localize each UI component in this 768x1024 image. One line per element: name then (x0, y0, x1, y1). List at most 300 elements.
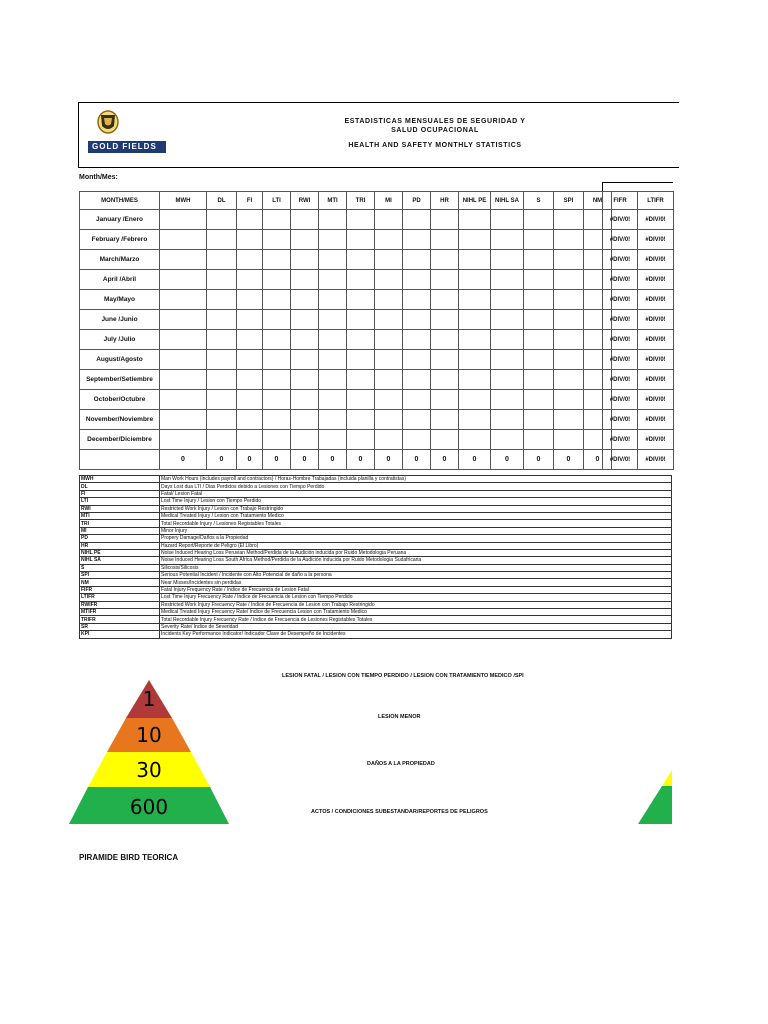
data-cell[interactable] (319, 210, 347, 230)
legend-description: Man Work Hours (includes payroll and contractors) / Horas-Hombre Trabajadas (incluida planilla y contratistas) (160, 476, 672, 483)
data-cell[interactable] (524, 390, 554, 410)
pyramid-title: PIRAMIDE BIRD TEORICA (79, 853, 179, 862)
data-cell[interactable] (347, 390, 375, 410)
data-cell[interactable] (491, 350, 524, 370)
data-cell[interactable] (459, 350, 491, 370)
data-cell[interactable] (263, 210, 291, 230)
data-cell[interactable] (491, 250, 524, 270)
data-cell[interactable] (207, 350, 237, 370)
data-cell[interactable] (375, 290, 403, 310)
rate-cell: #DIV/0! (638, 270, 674, 290)
table-row (80, 330, 612, 350)
data-cell[interactable] (459, 330, 491, 350)
data-cell[interactable] (524, 330, 554, 350)
data-cell[interactable] (347, 330, 375, 350)
legend-code: MTI (80, 512, 160, 519)
legend-description: Medical Treated Injury Frecuency Rate/ Indice de Frecuencia Lesion con Tratamiento Medico (160, 609, 672, 616)
data-cell[interactable] (160, 430, 207, 450)
legend-code: LTIFR (80, 594, 160, 601)
legend-row (80, 542, 672, 549)
rate-cell: #DIV/0! (638, 250, 674, 270)
rate-column-header: FIFR (603, 192, 638, 210)
data-cell[interactable] (291, 330, 319, 350)
data-cell[interactable] (431, 310, 459, 330)
table-row (80, 290, 612, 310)
total-cell: 0 (403, 450, 431, 470)
legend-description: Noise Induced Hearing Loss Peruvian Method/Perdida de la Audición inducida por Ruido Metodologia Peruana (160, 549, 672, 556)
data-cell[interactable] (491, 370, 524, 390)
data-cell[interactable] (403, 330, 431, 350)
data-cell[interactable] (319, 430, 347, 450)
legend-row (80, 623, 672, 630)
data-cell[interactable] (403, 290, 431, 310)
data-cell[interactable] (319, 350, 347, 370)
rate-row (603, 390, 674, 410)
data-cell[interactable] (524, 310, 554, 330)
data-cell[interactable] (237, 430, 263, 450)
rate-row (603, 370, 674, 390)
data-cell[interactable] (375, 370, 403, 390)
data-cell[interactable] (431, 430, 459, 450)
data-cell[interactable] (375, 310, 403, 330)
data-cell[interactable] (491, 330, 524, 350)
data-cell[interactable] (237, 390, 263, 410)
column-header: S (524, 192, 554, 210)
data-cell[interactable] (403, 230, 431, 250)
data-cell[interactable] (207, 310, 237, 330)
legend-code: SPI (80, 572, 160, 579)
pyramid-value-2: 10 (136, 723, 162, 747)
data-cell[interactable] (347, 210, 375, 230)
data-cell[interactable] (347, 310, 375, 330)
legend-description: Serious Potential Incident / Incidente con Alto Potencial de daño a la persona (160, 572, 672, 579)
rate-cell: #DIV/0! (638, 450, 674, 470)
legend-code: KPI (80, 631, 160, 638)
rate-cell: #DIV/0! (603, 370, 638, 390)
rates-header-row (603, 192, 674, 210)
data-cell[interactable] (319, 330, 347, 350)
data-cell[interactable] (160, 270, 207, 290)
data-cell[interactable] (160, 350, 207, 370)
data-cell[interactable] (291, 370, 319, 390)
data-cell[interactable] (554, 210, 584, 230)
data-cell[interactable] (459, 310, 491, 330)
rate-row (603, 350, 674, 370)
column-header: TRI (347, 192, 375, 210)
data-cell[interactable] (263, 390, 291, 410)
data-cell[interactable] (524, 370, 554, 390)
data-cell[interactable] (524, 410, 554, 430)
legend-code: NM (80, 579, 160, 586)
legend-description: Days Lost dua LTI / Dias Perdidos debido a Lesiones con Tiempo Perdido (160, 483, 672, 490)
month-cell: September/Setiembre (80, 370, 160, 390)
data-cell[interactable] (319, 390, 347, 410)
data-cell[interactable] (403, 350, 431, 370)
data-cell[interactable] (207, 330, 237, 350)
rate-cell: #DIV/0! (638, 410, 674, 430)
data-cell[interactable] (160, 230, 207, 250)
data-cell[interactable] (375, 410, 403, 430)
table-header-row (80, 192, 612, 210)
month-cell: November/Noviembre (80, 410, 160, 430)
legend-description: Severity Rate/ Indice de Severidad (160, 623, 672, 630)
gold-fields-logo (86, 108, 170, 158)
data-cell[interactable] (554, 270, 584, 290)
data-cell[interactable] (237, 370, 263, 390)
rate-cell: #DIV/0! (638, 310, 674, 330)
table-row (80, 210, 612, 230)
rate-row (603, 410, 674, 430)
data-cell[interactable] (375, 270, 403, 290)
pyramid-value-3: 30 (136, 758, 162, 782)
data-cell[interactable] (554, 410, 584, 430)
data-cell[interactable] (347, 350, 375, 370)
data-cell[interactable] (459, 250, 491, 270)
data-cell[interactable] (403, 370, 431, 390)
data-cell[interactable] (554, 230, 584, 250)
column-header: NM (584, 192, 612, 210)
legend-code: TRIFR (80, 616, 160, 623)
data-cell[interactable] (459, 370, 491, 390)
rate-cell: #DIV/0! (603, 410, 638, 430)
legend-code: RWI (80, 505, 160, 512)
data-cell[interactable] (347, 270, 375, 290)
pyramid-label-1: LESION FATAL / LESION CON TIEMPO PERDIDO / LESION CON TRATAMIENTO MEDICO /SPI (282, 673, 524, 679)
rate-cell: #DIV/0! (638, 290, 674, 310)
data-cell[interactable] (263, 330, 291, 350)
data-cell[interactable] (491, 210, 524, 230)
data-cell[interactable] (263, 270, 291, 290)
data-cell[interactable] (403, 390, 431, 410)
legend-code: TRI (80, 520, 160, 527)
data-cell[interactable] (375, 230, 403, 250)
legend-code: HR (80, 542, 160, 549)
rate-row (603, 330, 674, 350)
table-row (80, 250, 612, 270)
month-cell: April /Abril (80, 270, 160, 290)
data-cell[interactable] (459, 410, 491, 430)
legend-row (80, 564, 672, 571)
data-cell[interactable] (263, 430, 291, 450)
legend-code: PD (80, 535, 160, 542)
data-cell[interactable] (524, 430, 554, 450)
data-cell[interactable] (291, 430, 319, 450)
data-cell[interactable] (160, 410, 207, 430)
data-cell[interactable] (431, 230, 459, 250)
data-cell[interactable] (347, 230, 375, 250)
total-cell: 0 (319, 450, 347, 470)
data-cell[interactable] (524, 210, 554, 230)
legend-code: MWH (80, 476, 160, 483)
data-cell[interactable] (347, 290, 375, 310)
statistics-table (79, 191, 612, 470)
legend-description: Near Misses/Incidentes sin perdidas (160, 579, 672, 586)
pyramid-label-3: DAÑOS A LA PROPIEDAD (367, 761, 435, 767)
data-cell[interactable] (491, 410, 524, 430)
rate-cell: #DIV/0! (638, 390, 674, 410)
data-cell[interactable] (263, 250, 291, 270)
rate-cell: #DIV/0! (603, 210, 638, 230)
rate-cell: #DIV/0! (638, 230, 674, 250)
rate-cell: #DIV/0! (603, 390, 638, 410)
table-row (80, 230, 612, 250)
data-cell[interactable] (431, 250, 459, 270)
data-cell[interactable] (291, 390, 319, 410)
partial-pyramid (638, 770, 672, 826)
rate-cell: #DIV/0! (603, 270, 638, 290)
column-header: MI (375, 192, 403, 210)
data-cell[interactable] (375, 390, 403, 410)
data-cell[interactable] (459, 390, 491, 410)
report-title-line2: SALUD OCUPACIONAL (391, 127, 479, 134)
data-cell[interactable] (237, 210, 263, 230)
legend-row (80, 498, 672, 505)
data-cell[interactable] (431, 330, 459, 350)
rate-row (603, 230, 674, 250)
legend-code: RWIFR (80, 601, 160, 608)
data-cell[interactable] (431, 410, 459, 430)
data-cell[interactable] (319, 250, 347, 270)
legend-row (80, 520, 672, 527)
data-cell[interactable] (160, 250, 207, 270)
data-cell[interactable] (554, 290, 584, 310)
data-cell[interactable] (160, 310, 207, 330)
legend-description: Total Recordable Injury Frecuency Rate / Indice de Frecuencia de Lesiones Registables Totales (160, 616, 672, 623)
data-cell[interactable] (237, 230, 263, 250)
data-cell[interactable] (524, 250, 554, 270)
data-cell[interactable] (524, 270, 554, 290)
data-cell[interactable] (263, 370, 291, 390)
legend-row (80, 586, 672, 593)
data-cell[interactable] (207, 250, 237, 270)
data-cell[interactable] (207, 270, 237, 290)
legend-description: Fatal/ Lesion Fatal (160, 490, 672, 497)
data-cell[interactable] (375, 210, 403, 230)
data-cell[interactable] (431, 370, 459, 390)
legend-row (80, 572, 672, 579)
logo-text: GOLD FIELDS (92, 142, 157, 151)
total-cell: 0 (491, 450, 524, 470)
data-cell[interactable] (524, 290, 554, 310)
legend-row (80, 483, 672, 490)
data-cell[interactable] (207, 430, 237, 450)
legend-row (80, 609, 672, 616)
total-cell: 0 (431, 450, 459, 470)
data-cell[interactable] (459, 210, 491, 230)
data-cell[interactable] (459, 290, 491, 310)
legend-code: S (80, 564, 160, 571)
data-cell[interactable] (403, 210, 431, 230)
pyramid-value-1: 1 (142, 687, 156, 711)
data-cell[interactable] (403, 430, 431, 450)
rate-cell: #DIV/0! (603, 310, 638, 330)
data-cell[interactable] (459, 430, 491, 450)
data-cell[interactable] (237, 290, 263, 310)
total-cell: 0 (554, 450, 584, 470)
data-cell[interactable] (291, 310, 319, 330)
data-cell[interactable] (160, 290, 207, 310)
data-cell[interactable] (554, 330, 584, 350)
data-cell[interactable] (237, 270, 263, 290)
legend-description: Total Recordable Injury / Lesiones Registables Totales (160, 520, 672, 527)
data-cell[interactable] (375, 430, 403, 450)
data-cell[interactable] (554, 350, 584, 370)
data-cell[interactable] (207, 290, 237, 310)
legend-row (80, 490, 672, 497)
pyramid-label-4: ACTOS / CONDICIONES SUBESTANDAR/REPORTES DE PELIGROS (311, 809, 488, 815)
data-cell[interactable] (524, 350, 554, 370)
data-cell[interactable] (431, 210, 459, 230)
month-cell: February /Febrero (80, 230, 160, 250)
data-cell[interactable] (491, 290, 524, 310)
legend-row (80, 616, 672, 623)
data-cell[interactable] (207, 370, 237, 390)
legend-code: FI (80, 490, 160, 497)
bird-pyramid (68, 680, 230, 826)
data-cell[interactable] (319, 270, 347, 290)
legend-code: LTI (80, 498, 160, 505)
data-cell[interactable] (554, 430, 584, 450)
rate-row (603, 250, 674, 270)
data-cell[interactable] (491, 230, 524, 250)
data-cell[interactable] (319, 370, 347, 390)
legend-description: Hazard Report/Reporte de Peligro (El Libro) (160, 542, 672, 549)
legend-table (79, 475, 672, 639)
column-header: LTI (263, 192, 291, 210)
data-cell[interactable] (291, 410, 319, 430)
data-cell[interactable] (375, 330, 403, 350)
data-cell[interactable] (347, 430, 375, 450)
month-cell: May/Mayo (80, 290, 160, 310)
legend-description: Restricted Work Injury Frecuency Rate / Indice de Frecuencia de Lesion con Trabajo Restringido (160, 601, 672, 608)
legend-row (80, 476, 672, 483)
data-cell[interactable] (403, 250, 431, 270)
total-cell: 0 (237, 450, 263, 470)
data-cell[interactable] (160, 330, 207, 350)
data-cell[interactable] (554, 390, 584, 410)
data-cell[interactable] (291, 210, 319, 230)
data-cell[interactable] (263, 310, 291, 330)
data-cell[interactable] (347, 410, 375, 430)
legend-row (80, 512, 672, 519)
data-cell[interactable] (403, 410, 431, 430)
data-cell[interactable] (207, 410, 237, 430)
column-header: HR (431, 192, 459, 210)
data-cell[interactable] (237, 350, 263, 370)
total-cell: 0 (263, 450, 291, 470)
legend-row (80, 631, 672, 638)
legend-description: Lost Time Injury Frecuency Rate / Indice de Frecuencia de Lesion con Tiempo Perdido (160, 594, 672, 601)
legend-description: Fatal Injury Frequency Rate / Indice de Frecuencia de Lesion Fatal (160, 586, 672, 593)
data-cell[interactable] (291, 250, 319, 270)
month-cell: December/Diciembre (80, 430, 160, 450)
data-cell[interactable] (319, 310, 347, 330)
rate-row (603, 450, 674, 470)
total-cell: 0 (459, 450, 491, 470)
data-cell[interactable] (291, 270, 319, 290)
data-cell[interactable] (237, 250, 263, 270)
column-header: SPI (554, 192, 584, 210)
month-cell: January /Enero (80, 210, 160, 230)
pyramid-value-4: 600 (129, 795, 169, 819)
column-header: NIHL SA (491, 192, 524, 210)
data-cell[interactable] (319, 230, 347, 250)
legend-row (80, 594, 672, 601)
rate-cell: #DIV/0! (638, 370, 674, 390)
total-cell: 0 (584, 450, 612, 470)
data-cell[interactable] (403, 270, 431, 290)
data-cell[interactable] (459, 270, 491, 290)
data-cell[interactable] (207, 390, 237, 410)
data-cell[interactable] (491, 390, 524, 410)
rate-row (603, 270, 674, 290)
rate-cell: #DIV/0! (603, 430, 638, 450)
legend-code: NIHL PE (80, 549, 160, 556)
data-cell[interactable] (263, 350, 291, 370)
column-header: FI (237, 192, 263, 210)
data-cell[interactable] (207, 230, 237, 250)
data-cell[interactable] (160, 210, 207, 230)
data-cell[interactable] (347, 370, 375, 390)
data-cell[interactable] (263, 410, 291, 430)
rates-table (602, 191, 674, 470)
data-cell[interactable] (237, 410, 263, 430)
data-cell[interactable] (554, 250, 584, 270)
data-cell[interactable] (291, 290, 319, 310)
data-cell[interactable] (459, 230, 491, 250)
data-cell[interactable] (375, 250, 403, 270)
data-cell[interactable] (291, 350, 319, 370)
table-row (80, 370, 612, 390)
column-header: MONTH/MES (80, 192, 160, 210)
month-cell: August/Agosto (80, 350, 160, 370)
data-cell[interactable] (524, 230, 554, 250)
report-subtitle: HEALTH AND SAFETY MONTHLY STATISTICS (348, 142, 522, 149)
data-cell[interactable] (431, 350, 459, 370)
rate-row (603, 210, 674, 230)
legend-description: Minor Injury (160, 527, 672, 534)
data-cell[interactable] (491, 270, 524, 290)
data-cell[interactable] (375, 350, 403, 370)
data-cell[interactable] (237, 330, 263, 350)
data-cell[interactable] (431, 290, 459, 310)
data-cell[interactable] (491, 430, 524, 450)
data-cell[interactable] (554, 370, 584, 390)
data-cell[interactable] (554, 310, 584, 330)
rate-row (603, 290, 674, 310)
data-cell[interactable] (237, 310, 263, 330)
pyramid-label-2: LESION MENOR (378, 714, 421, 720)
rate-cell: #DIV/0! (603, 450, 638, 470)
month-cell: June /Junio (80, 310, 160, 330)
data-cell[interactable] (431, 270, 459, 290)
data-cell[interactable] (319, 290, 347, 310)
data-cell[interactable] (319, 410, 347, 430)
rate-row (603, 310, 674, 330)
legend-row (80, 601, 672, 608)
data-cell[interactable] (291, 230, 319, 250)
data-cell[interactable] (263, 230, 291, 250)
data-cell[interactable] (491, 310, 524, 330)
data-cell[interactable] (347, 250, 375, 270)
rate-cell: #DIV/0! (638, 430, 674, 450)
data-cell[interactable] (207, 210, 237, 230)
data-cell[interactable] (431, 390, 459, 410)
data-cell[interactable] (263, 290, 291, 310)
data-cell[interactable] (160, 370, 207, 390)
data-cell[interactable] (160, 390, 207, 410)
data-cell[interactable] (403, 310, 431, 330)
